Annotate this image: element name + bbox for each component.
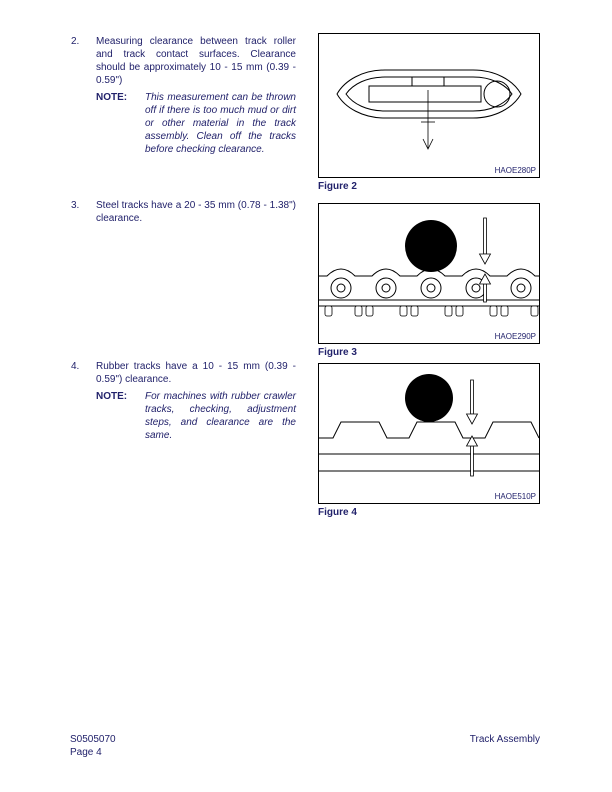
note-block: [96, 91, 296, 156]
list-item-4: [71, 360, 296, 442]
note-text: This measurement can be thrown off if there is too much mud or dirt or other material in the track assembly. Clean off the tracks before checking clearance.: [145, 92, 296, 155]
rubber-lug-profile: [319, 422, 539, 438]
clearance-down-arrow: [467, 380, 478, 424]
figure-code: HAOE510P: [494, 492, 536, 501]
figure-4: [318, 363, 540, 519]
figure-caption: Figure 2: [318, 181, 357, 192]
figure-code: HAOE280P: [494, 166, 536, 175]
note-text: For machines with rubber crawler tracks, checking, adjustment steps, and clearance are the same.: [145, 391, 296, 441]
track-roller-circle: [405, 374, 453, 422]
figure-4-box: [318, 363, 540, 504]
clearance-up-arrow: [467, 436, 478, 476]
note-label: NOTE:: [96, 92, 128, 103]
figure-caption: Figure 4: [318, 507, 357, 518]
steel-track-clearance-drawing: [319, 204, 539, 343]
item-body: [96, 199, 296, 225]
page-number: Page 4: [70, 747, 102, 758]
item-text: Measuring clearance between track roller and track contact surfaces. Clearance should be approximately 10 - 15 mm (0.39 - 0.59"): [96, 36, 296, 86]
footer-left: [70, 733, 116, 759]
track-frame: [369, 86, 481, 102]
track-assembly-side-view-drawing: [319, 34, 539, 177]
clearance-up-arrow: [480, 274, 491, 302]
note-block: [96, 390, 296, 442]
clearance-down-arrow: [480, 218, 491, 264]
track-inner-outline: [346, 77, 512, 111]
idler-wheel: [484, 81, 510, 107]
figure-code: HAOE290P: [494, 332, 536, 341]
list-item-3: [71, 199, 296, 225]
pin-bosses: [331, 278, 531, 298]
item-body: [96, 360, 296, 442]
doc-number: S0505070: [70, 734, 116, 745]
figure-2: [318, 33, 540, 193]
item-number: 4.: [71, 361, 80, 372]
item-text: Rubber tracks have a 10 - 15 mm (0.39 - 0.59") clearance.: [96, 361, 296, 385]
figure-3-box: [318, 203, 540, 344]
track-roller-circle: [405, 220, 457, 272]
figure-2-box: [318, 33, 540, 178]
item-number: 3.: [71, 200, 80, 211]
item-number: 2.: [71, 36, 80, 47]
note-label: NOTE:: [96, 391, 128, 402]
frame-mount-block: [412, 77, 444, 86]
list-item-2: [71, 35, 296, 156]
item-body: [96, 35, 296, 156]
figure-3: [318, 203, 540, 359]
footer-section-title: Track Assembly: [469, 734, 540, 745]
rubber-track-clearance-drawing: [319, 364, 539, 503]
grouser-tabs: [325, 306, 538, 316]
figure-caption: Figure 3: [318, 347, 357, 358]
item-text: Steel tracks have a 20 - 35 mm (0.78 - 1.38") clearance.: [96, 200, 296, 224]
